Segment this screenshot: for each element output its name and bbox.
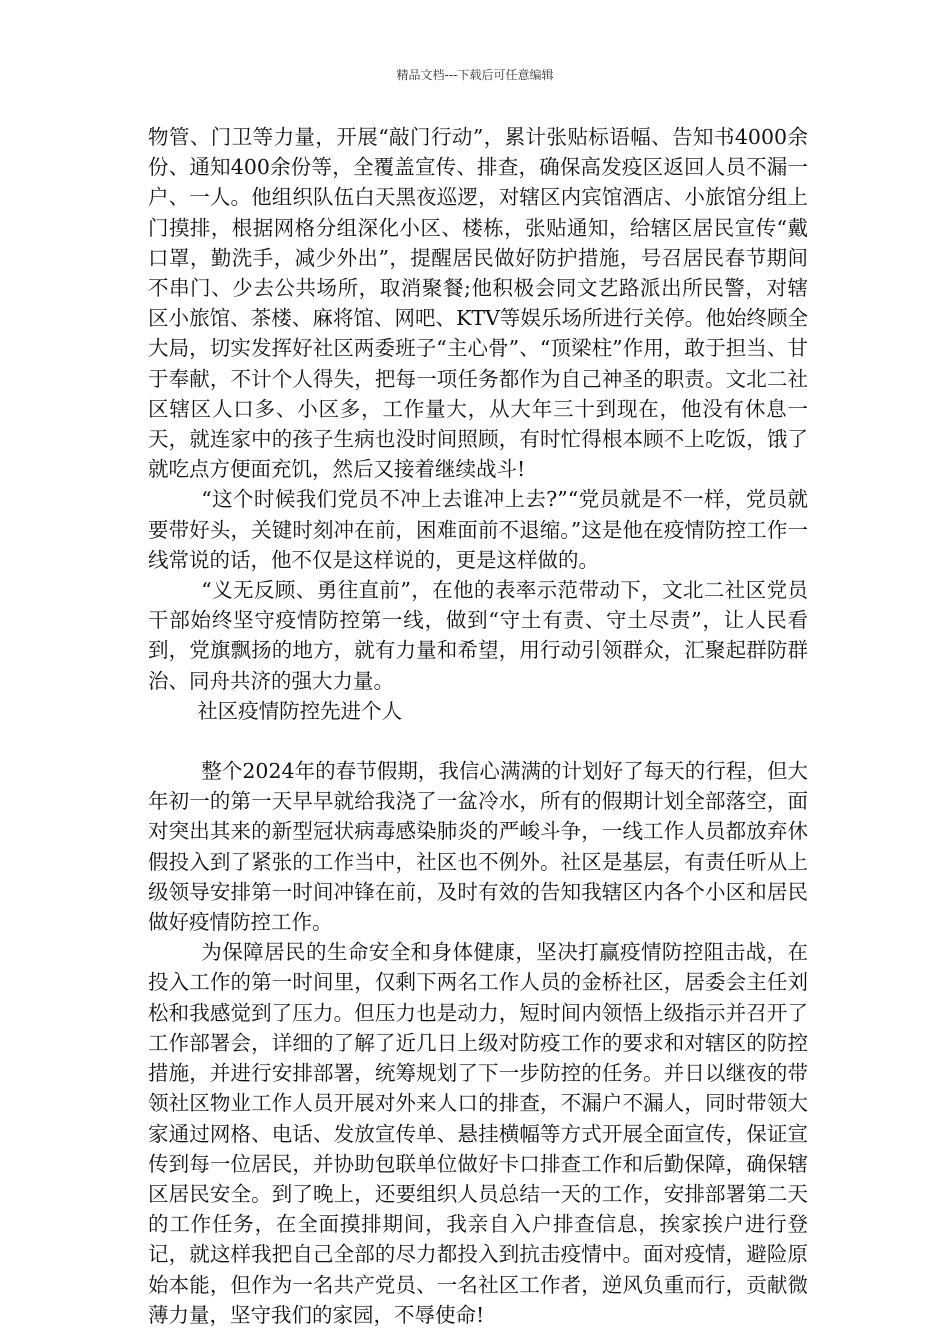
paragraph-body: 为保障居民的生命安全和身体健康，坚决打赢疫情防控阻击战，在投入工作的第一时间里，仅剩下两名工作人员的金桥社区，居委会主任刘松和我感觉到了压力。但压力也是动力，短时间内领悟上级指示并召开了工作部署会，详细的了解了近几日上级对防疫工作的要求和对辖区的防控措施，并进行安排部署，统筹规划了下一步防控的任务。并日以继夜的带领社区物业工作人员开展对外来人口的排查，不漏户不漏人，同时带领大家通过网格、电话、发放宣传单、悬挂横幅等方式开展全面宣传，保证宣传到每一位居民，并协助包联单位做好卡口排查工作和后勤保障，确保辖区居民安全。到了晚上，还要组织人员总结一天的工作，安排部署第二天的工作任务，在全面摸排期间，我亲自入户排查信息，挨家挨户进行登记，就这样我把自己全部的尽力都投入到抗击疫情中。面对疫情，避险原始本能，但作为一名共产党员、一名社区工作者，逆风负重而行，贡献微薄力量，坚守我们的家园，不辱使命! bbox=[148, 940, 808, 1327]
blank-line bbox=[148, 726, 808, 756]
paragraph-intro: 整个2024年的春节假期，我信心满满的计划好了每天的行程，但大年初一的第一天早早就给我浇了一盆冷水，所有的假期计划全部落空，面对突出其来的新型冠状病毒感染肺炎的严峻斗争，一线工作人员都放弃休假投入到了紧张的工作当中，社区也不例外。社区是基层，有责任听从上级领导安排第一时间冲锋在前，及时有效的告知我辖区内各个小区和居民做好疫情防控工作。 bbox=[148, 759, 808, 935]
page-header: 精品文档---下载后可任意编辑 bbox=[396, 68, 554, 82]
document-body bbox=[148, 122, 808, 1330]
paragraph-continuation: 物管、门卫等力量，开展“敲门行动”，累计张贴标语幅、告知书4000余份、通知400余份等，全覆盖宣传、排查，确保高发疫区返回人员不漏一户、一人。他组织队伍白天黑夜巡逻，对辖区内宾馆酒店、小旅馆分组上门摸排，根据网格分组深化小区、楼栋，张贴通知，给辖区居民宣传“戴口罩，勤洗手，减少外出”，提醒居民做好防护措施，号召居民春节期间不串门、少去公共场所，取消聚餐;他积极会同文艺路派出所民警，对辖区小旅馆、茶楼、麻将馆、网吧、KTV等娱乐场所进行关停。他始终顾全大局，切实发挥好社区两委班子“主心骨”、“顶梁柱”作用，敢于担当、甘于奉献，不计个人得失，把每一项任务都作为自己神圣的职责。文北二社区辖区人口多、小区多，工作量大，从大年三十到现在，他没有休息一天，就连家中的孩子生病也没时间照顾，有时忙得根本顾不上吃饭，饿了就吃点方便面充饥，然后又接着继续战斗! bbox=[148, 125, 808, 482]
paragraph-example: “义无反顾、勇往直前”，在他的表率示范带动下，文北二社区党员干部始终坚守疫情防控第一线，做到“守土有责、守土尽责”，让人民看到，党旗飘扬的地方，就有力量和希望，用行动引领群众，汇聚起群防群治、同舟共济的强大力量。 bbox=[148, 578, 808, 693]
section-title: 社区疫情防控先进个人 bbox=[197, 698, 403, 723]
paragraph-quote: “这个时候我们党员不冲上去谁冲上去?”“党员就是不一样，党员就要带好头，关键时刻冲在前，困难面前不退缩。”这是他在疫情防控工作一线常说的话，他不仅是这样说的，更是这样做的。 bbox=[148, 487, 808, 572]
